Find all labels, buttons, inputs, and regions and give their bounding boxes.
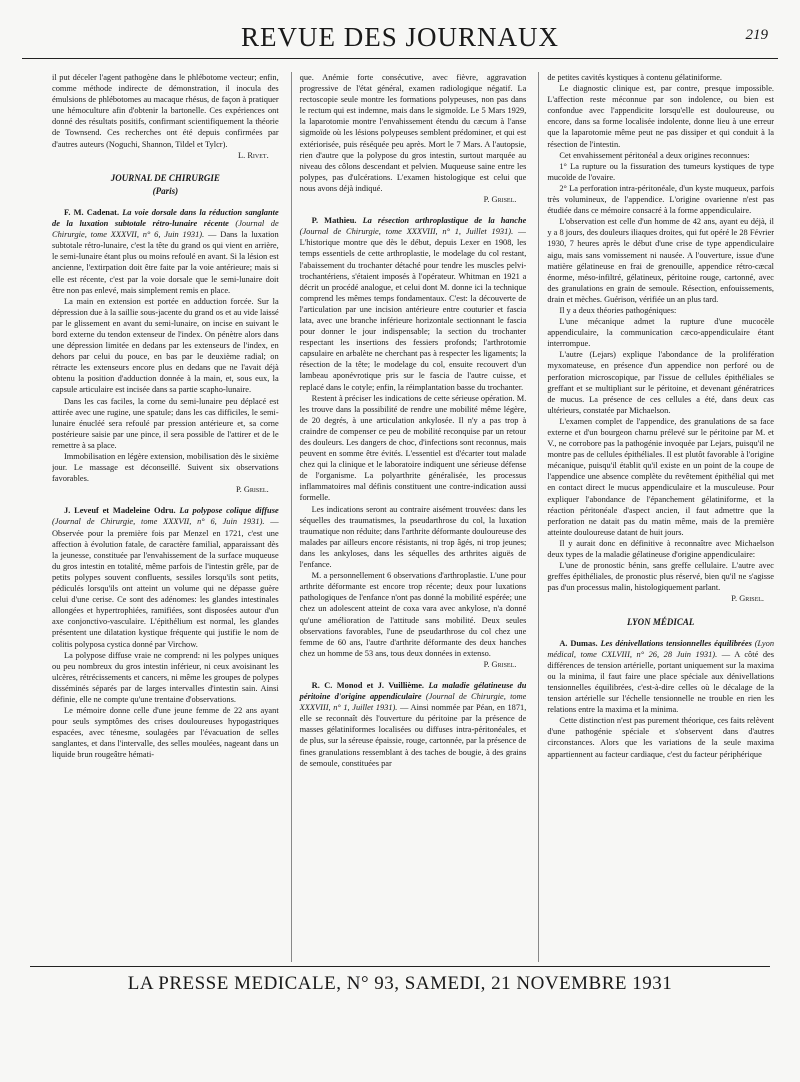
column-left bbox=[52, 72, 279, 962]
page-number: 219 bbox=[745, 27, 768, 43]
article-heading bbox=[300, 680, 527, 769]
article-author: P. Mathieu. bbox=[311, 216, 357, 226]
paragraph: L'une de pronostic bénin, sans greffe cellulaire. L'autre avec greffes épithéliales, de pronostic plus réservé, bien qu'il ne s'agisse pas d'un processus malin, histologiquement parlant. bbox=[547, 561, 774, 593]
column-middle bbox=[291, 72, 527, 962]
article-dumas bbox=[547, 638, 774, 760]
signature: P. Grisel. bbox=[483, 659, 517, 669]
article-heading bbox=[52, 207, 279, 296]
column-right bbox=[538, 72, 774, 962]
journal-section-subtitle: (Paris) bbox=[152, 185, 179, 196]
page-header bbox=[22, 18, 778, 58]
paragraph: Cet envahissement péritonéal a deux origines reconnues: bbox=[559, 150, 750, 160]
paragraph: de petites cavités kystiques à contenu gélatiniforme. bbox=[547, 73, 723, 82]
article-author: J. Leveuf et Madeleine Odru. bbox=[64, 506, 176, 516]
signature: P. Grisel. bbox=[235, 485, 269, 495]
paragraph: que. Anémie forte consécutive, avec fièvre, aggravation progressive de l'état général, examen radiologique négatif. La rectoscopie seule montre les formations polypeuses, non pas dans le rectum qui est indemne, mais dans le sigmoïde. Le 5 Mars 1929, la laparotomie montre l'envahissement étendu du cæcum à l'anse sigmoïde où les lésions polypeuses semblent prédominer, et qui est extériorisée, puis réséquée peu après. Mort le 7 Mars. A l'autopsie, rien d'autre que la polypose du gros intestin, surtout marquée au niveau des côlons descendant et pelvien. Muqueuse saine entre les polypes, pas d'ulcérations. L'examen histologique est celui que nous avons déjà indiqué. bbox=[299, 73, 527, 193]
article-reference: (Journal de Chirurgie, tome XXXVII, n° 6, Juin 1931). bbox=[52, 517, 265, 527]
article-author: F. M. Cadenat. bbox=[64, 207, 120, 217]
paragraph: La main en extension est portée en adduction forcée. Sur la dépression due à la saillie sous-jacente du grand os et au vide laissé par le glissement en avant du semi-lunaire, on incise en suivant le bord externe du tendon extenseur de l'index. On pénètre alors dans une dépression limitée en dedans par les extenseurs de l'index, en dehors par celui du pouce, en bas par le deuxième radial; on rétracte les extenseurs encore plus en dedans que ne l'avait déjà obtenu la position d'adduction donnée à la main, et, sous eux, la capsule articulaire est incisée dans sa partie scapho-lunaire. bbox=[52, 296, 279, 395]
journal-section-title: LYON MÉDICAL bbox=[626, 616, 695, 627]
article-title: La polypose colique diffuse bbox=[179, 506, 279, 516]
footer-rule bbox=[30, 966, 770, 967]
text-columns bbox=[52, 72, 774, 962]
article-reference: (Journal de Chirurgie, tome XXXVII, n° 6, Juin 1931). bbox=[52, 219, 279, 240]
article-title: La voie dorsale dans la réduction sanglante de la luxation subtotale rétro-lunaire récente bbox=[52, 207, 279, 229]
paragraph: 1° La rupture ou la fissuration des tumeurs kystiques de type mucoïde de l'ovaire. bbox=[547, 161, 774, 182]
article-body-start: — Observée pour la première fois par Menzel en 1721, c'est une affection à évolution fatale, de caractère familial, apparaissant dès la jeunesse, constituée par l'envahissement de la surface muqueuse du gros intestin en totalité, même parfois de l'intestin grêle, par de petits polypes souvent confluents, sessiles lorsqu'ils sont petits, pédiculés lorsqu'ils ont atteint un volume qui ne dépasse guère celui d'une cerise. Ce sont des adénomes: les glandes intestinales allongées et hypertrophiées, ramifiées, sont disposées autour d'un axe conjonctivo-vasculaire. L'épithélium est normal, les glandes présentent une dilatation kystique fréquente qui justifie le nom de colitis polyposa cystica donné par Virchow. bbox=[52, 517, 279, 649]
article-heading bbox=[52, 505, 279, 649]
paragraph: il put déceler l'agent pathogène dans le phlébotome vecteur; enfin, comme méthode indirecte de démonstration, il inocula des émulsions de phlébotomes au macaque rhésus, de façon à pratiquer une hémoculture afin d'obtenir la bartonelle. Ces expériences ont donné des résultats positifs, confirmant scientifiquement la théorie de Townsend. Ces recherches ont été depuis confirmées par d'autres auteurs (Noguchi, Shannon, Tildel et Tylcr). bbox=[52, 73, 279, 149]
paragraph: Restent à préciser les indications de cette sérieuse opération. M. les trouve dans la possibilité de rendre une mobilité même légère, de 20 degrés, à une articulation ankylosée. Il n'y a pas trop à craindre de compenser ce peu de mobilité reconquise par un retour des douleurs. Les dangers de choc, d'infections sont reconnus, mais peuvent en somme être évités. L'essentiel est d'écarter tout malade chez qui la clinique et le laboratoire indiquent une sérieuse défense de l'organisme. La polyarthrite généralisée, les processus inflammatoires mal définis constituent une contre-indication aussi formelle. bbox=[299, 393, 527, 503]
article-title: Les dénivellations tensionnelles équilibrées bbox=[600, 638, 752, 648]
paragraph: L'autre (Lejars) explique l'abondance de la prolifération myxomateuse, en présence d'un appendice non perforé ou de perforation microscopique, par l'issue de cellules épithéliales se greffant et se multipliant sur le péritoine, et devenant génératrices de mucus. La présence de ces cellules a été, dans deux cas ultérieurs, constatée par Michaelson. bbox=[547, 350, 774, 415]
article-cadenat bbox=[52, 207, 279, 495]
journal-header-title: REVUE DES JOURNAUX bbox=[240, 22, 559, 52]
article-body-start: — A côté des différences de tension artérielle, portant uniquement sur la maxima ou la minima, il faut faire une place spéciale aux dénivellations tensionnelles équilibrées, c'est-à-dire celles où le décalage de la tension artérielle sur l'échelle tensionnelle ne trouble en rien les relations entre la maxima et la minima. bbox=[547, 649, 774, 715]
article-heading bbox=[547, 638, 774, 716]
article-title: La résection arthroplastique de la hanche bbox=[362, 216, 527, 226]
paragraph: Dans les cas faciles, la corne du semi-lunaire peu déplacé est attirée avec une rugine, une spatule; dans les cas difficiles, le semi-lunaire énucléé sera refoulé par pression antérieure et, sa corne postérieure saisie par une pince, il sera possible de l'attirer et de le remettre à sa place. bbox=[52, 396, 279, 450]
paragraph: Immobilisation en légère extension, mobilisation dès le sixième jour. Le massage est déconseillé. Suivent six observations favorables. bbox=[52, 452, 279, 484]
journal-section-title: JOURNAL DE CHIRURGIE bbox=[110, 172, 220, 183]
article-heading bbox=[300, 215, 527, 393]
paragraph: L'examen complet de l'appendice, des granulations de sa face externe et d'un bourgeon charnu prélevé sur le péritoine par M. et V., ne corrobore pas la pathogénie invoquée par Lejars, puisqu'il ne montre pas de cellules épithéliales. Il est plutôt favorable à l'origine mécanique, puisqu'il établit qu'il existe en un point de la coupe de l'appendice une absence complète du revêtement épithélial qui met en contact direct le mucus appendiculaire et la musculeuse. Pour expliquer l'abondance de l'épanchement gélatiniforme, et la réaction péritonéale d'aspect ancien, il faut admettre que la perforation ne datait pas du matin même, mais de la première atteinte douloureuse datant de huit jours. bbox=[547, 416, 774, 537]
paragraph: Il y aurait donc en définitive à reconnaître avec Michaelson deux types de la maladie gélatineuse d'origine appendiculaire: bbox=[547, 538, 774, 560]
article-body-start: — Ainsi nommée par Péan, en 1871, elle se reconnaît dès l'ouverture du péritoine par la présence de masses gélatiniformes localisées ou diffuses intra-péritonéales, et de plus, sur la séreuse épaissie, rouge, cartonnée, par la présence de fines granulations ressemblant à des taches de bougie, à des grains de semoule, constituées par bbox=[299, 703, 527, 768]
page-footer bbox=[30, 966, 770, 995]
article-title: La maladie gélatineuse du péritoine d'origine appendiculaire bbox=[299, 680, 527, 702]
article-author: A. Dumas. bbox=[559, 638, 598, 648]
paragraph: Les indications seront au contraire aisément trouvées: dans les séquelles des traumatismes, la pseudarthrose du col, la luxation traumatique non réduite; dans l'arthrite déformante douloureuse des malades par ailleurs encore résistants, ni trop âgés, ni trop jeunes; dans les ankyloses, dans les séquelles des arthrites aiguës de l'enfance. bbox=[299, 504, 527, 570]
article-monod-vuillieme bbox=[300, 680, 527, 769]
paragraph: Il y a deux théories pathogéniques: bbox=[559, 305, 677, 315]
article-reference: (Lyon médical, tome CXLVIII, n° 26, 28 Juin 1931). bbox=[547, 638, 774, 659]
paragraph: Le mémoire donne celle d'une jeune femme de 22 ans ayant pour seuls symptômes des crises douloureuses hypogastriques espacées, avec ténesme, soulagées par l'évacuation de selles sanglantes, et dans l'intervalle, des selles moulées, nageant dans un liquide brun rougeâtre hémati- bbox=[52, 706, 279, 760]
paragraph: 2° La perforation intra-péritonéale, d'un kyste muqueux, parfois très volumineux, de l'appendice. L'origine ovarienne n'est pas étudiée dans ce mémoire consacré à la forme appendiculaire. bbox=[547, 183, 774, 216]
paragraph: L'une mécanique admet la rupture d'une mucocèle appendiculaire, la communication cæco-appendiculaire étant interrompue. bbox=[547, 317, 774, 349]
article-reference: (Journal de Chirurgie, tome XXXVIII, n° 1, Juillet 1931). bbox=[299, 227, 514, 237]
signature: P. Grisel. bbox=[731, 594, 765, 604]
paragraph: M. a personnellement 6 observations d'arthroplastie. L'une pour arthrite déformante est encore trop récente; deux pour luxations pathologiques de l'enfance n'ont pas donné la mobilité espérée; une chez un adolescent atteint de coxa vara avec ankylose, n'a donné qu'une amélioration de l'attitude sans mobilité. Deux seules observations favorables, l'une de pseudarthrose du col chez une femme de 60 ans, l'autre d'arthrite déformante des deux hanches chez un homme de 53 ans, tous deux données in extenso. bbox=[299, 571, 527, 658]
article-body-start: — L'historique montre que dès le début, depuis Lexer en 1908, les temps essentiels de cette arthroplastie, le modelage du col restant, l'abaissement du trochanter détaché pour tendre les muscles pelvi-trochantériens, s'étaient imposés à l'opérateur. Whitman en 1921 a décrit un procédé analogue, et celui dont M. donne ici la technique comprend les mêmes temps fondamentaux. C'est: la découverte de l'articulation par une incision antérieure entre couturier et fascia lata, avec une branche inférieure horizontale sectionnant le fascia pour donner le jour indispensable; la section du trochanter respectant les insertions des fessiers profonds; l'arthrotomie capsulaire en arbalète ne cherchant pas à respecter les ligaments; la résection de la tête; le modelage du col, ensuite recouvert d'un lambeau aponévrotique pris sur le fascia de l'autre cuisse, et replacé dans le cotyle; enfin, la réimplantation basse du trochanter. bbox=[299, 227, 527, 392]
paragraph: Cette distinction n'est pas purement théorique, ces faits relèvent d'une pathogénie spéciale et s'observent dans d'autres circonstances. Alors que les variations de la seule maxima appartiennent au facteur cardiaque, c'est du facteur périphérique bbox=[547, 716, 774, 759]
paragraph: Le diagnostic clinique est, par contre, presque impossible. L'affection reste méconnue par son indolence, ou bien est confondue avec l'appendicite lorsqu'elle est douloureuse, ou encore, dans sa forme localisée indolente, donne lieu à une erreur que la laparotomie même peut ne pas dissiper et qui conduit à la résection de l'intestin. bbox=[547, 84, 774, 149]
article-reference: (Journal de Chirurgie, tome XXXVIII, n° 1, Juillet 1931). bbox=[299, 692, 527, 713]
footer-publication-line: LA PRESSE MEDICALE, N° 93, SAMEDI, 21 NOVEMBRE 1931 bbox=[127, 973, 673, 994]
article-mathieu bbox=[300, 215, 527, 670]
signature: P. Grisel. bbox=[483, 195, 517, 205]
article-author: R. C. Monod et J. Vuillième. bbox=[311, 680, 425, 690]
paragraph: La polypose diffuse vraie ne comprend: ni les polypes uniques ou peu nombreux du gros intestin inférieur, ni ceux avoisinant les ulcères, rétrécissements et cancers, ni même les groupes de polypes disséminés séparés par de larges intervalles d'intestin sain. Ainsi définie, elle ne compte qu'une trentaine d'observations. bbox=[52, 650, 279, 704]
article-body-start: — Dans la luxation subtotale rétro-lunaire, c'est la tête du grand os qui vient en arrière, le semi-lunaire étant plus ou moins refoulé en avant. Si la lésion est ancienne, l'extirpation doit être faite par la voie antérieure; mais si elle est récente, c'est par la voie dorsale que le semi-lunaire doit être non pas enlevé, mais simplement remis en place. bbox=[52, 230, 279, 295]
signature: L. Rivet. bbox=[238, 150, 269, 160]
header-rule bbox=[22, 58, 778, 59]
paragraph: L'observation est celle d'un homme de 42 ans, ayant eu déjà, il y a 8 jours, des douleurs iliaques droites, qui fut opéré le 28 Février 1930, 7 heures après le début d'une crise de type appendiculaire aigu, mais sans vomissement ni nausée. A l'ouverture, issue d'une matière gélatineuse en frai de grenouille, appendice rétro-cæcal énorme, méso-infiltré, gélatineux, péritoine rouge, cartonné, avec des granulations en grain de semoule. Résection, enfouissements, drain et mèches. Guérison, vérifiée un an plus tard. bbox=[547, 217, 774, 304]
article-leveuf-odru bbox=[52, 505, 279, 760]
